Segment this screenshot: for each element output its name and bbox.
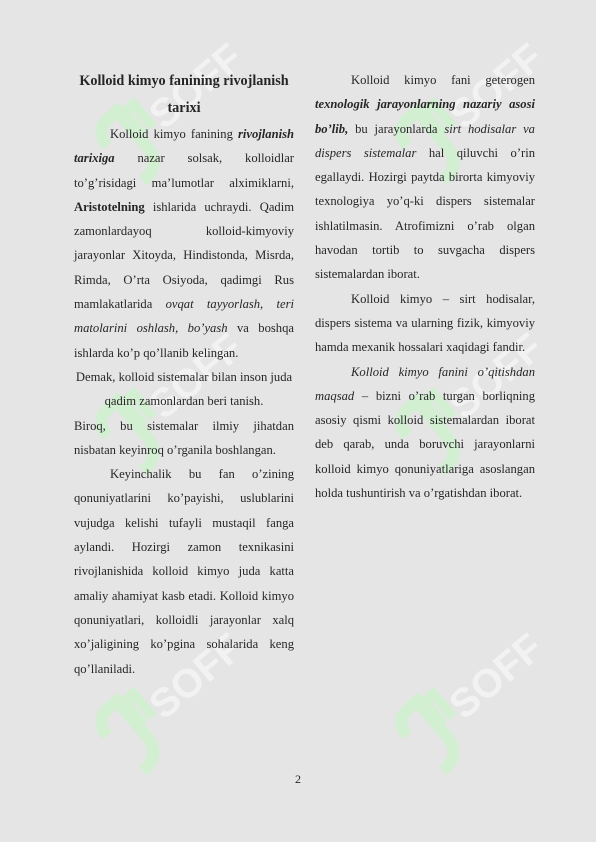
bold-italic-term: texnologik jarayonlarning nazariy asosi bo’lib, bbox=[315, 97, 535, 136]
svg-text:SOFF: SOFF bbox=[441, 40, 540, 138]
right-column bbox=[315, 68, 535, 505]
paragraph-keyinchalik: Keyinchalik bu fan o’zining qonuniyatlarini ko’payishi, uslublarini vujudga kelishi tufayli mustaqil fanga aylandi. Hozirgi zamon texnikasini rivojlanishida kolloid kimyo juda katta amaliy ahamiyat kasb etadi. Kolloid kimyo qonuniyatlari, kolloidli jarayonlar xalq xo’jaligining ko’pgina sohalarida keng qo’llaniladi. bbox=[74, 467, 294, 676]
svg-text:SOFF: SOFF bbox=[441, 330, 540, 428]
paragraph-definition: Kolloid kimyo – sirt hodisalar, dispers sistema va ularning fizik, kimyoviy hamda mexanik hossalari xaqidagi fandir. bbox=[315, 291, 535, 355]
text-run: Kolloid kimyo fanining bbox=[110, 127, 238, 141]
paragraph-geterogen bbox=[315, 68, 535, 287]
paragraph-history bbox=[74, 122, 294, 365]
svg-text:SOFF: SOFF bbox=[141, 330, 240, 428]
left-column bbox=[74, 68, 294, 681]
paragraph-biroq: Biroq, bu sistemalar ilmiy jihatdan nisbatan keyinroq o’rganila boshlangan. bbox=[74, 418, 294, 457]
text-run: va boshqa ishlarda ko’p qo’llanib kelingan. bbox=[74, 321, 294, 360]
bold-term: Aristotelning bbox=[74, 199, 145, 214]
italic-term: Kolloid kimyo fanini o’qitishdan maqsad bbox=[315, 364, 535, 403]
svg-text:SOFF: SOFF bbox=[141, 630, 240, 728]
page-title: Kolloid kimyo fanining rivojlanish tarixi bbox=[79, 73, 289, 116]
text-run: hal qiluvchi o’rin egallaydi. Hozirgi paytda birorta kimyoviy texnologiya yo’q-ki dispers sistemalar ishlatilmasin. Atrofimizni o’rab olgan havodan tortib to suvgacha dispers sistemalardan iborat. bbox=[315, 145, 536, 282]
text-run: nazar solsak, kolloidlar to’g’risidagi ma’lumotlar alximiklarni, bbox=[74, 151, 294, 190]
bold-italic-term: rivojlanish tarixiga bbox=[74, 127, 294, 166]
svg-text:SOFF: SOFF bbox=[441, 630, 540, 728]
text-run: ishlarida uchraydi. Qadim zamonlardayoq kolloid-kimyoviy jarayonlar Xitoyda, Hindistonda, Misrda, Rimda, O’rta Osiyoda, qadimgi Rus mamlakatlarida bbox=[74, 199, 294, 312]
paragraph-demak: Demak, kolloid sistemalar bilan inson juda qadim zamonlardan beri tanish. bbox=[75, 369, 293, 409]
svg-text:SOFF: SOFF bbox=[141, 40, 240, 138]
text-run: – bizni o’rab turgan borliqning asosiy qismi kolloid sistemalardan iborat deb qarab, unda boruvchi jarayonlarni kolloid kimyo qonuniyatlariga asoslangan holda tushuntirish va o’rgatishdan iborat. bbox=[315, 388, 535, 501]
page-number: 2 bbox=[295, 772, 301, 786]
paragraph-goal bbox=[315, 360, 535, 506]
text-run: bu jarayonlarda bbox=[348, 121, 445, 136]
text-run: Kolloid kimyo fani geterogen bbox=[351, 73, 535, 87]
italic-term: ovqat tayyorlash, teri matolarini oshlash, bo’yash bbox=[74, 297, 294, 336]
italic-term: sirt hodisalar va dispers sistemalar bbox=[315, 121, 535, 160]
